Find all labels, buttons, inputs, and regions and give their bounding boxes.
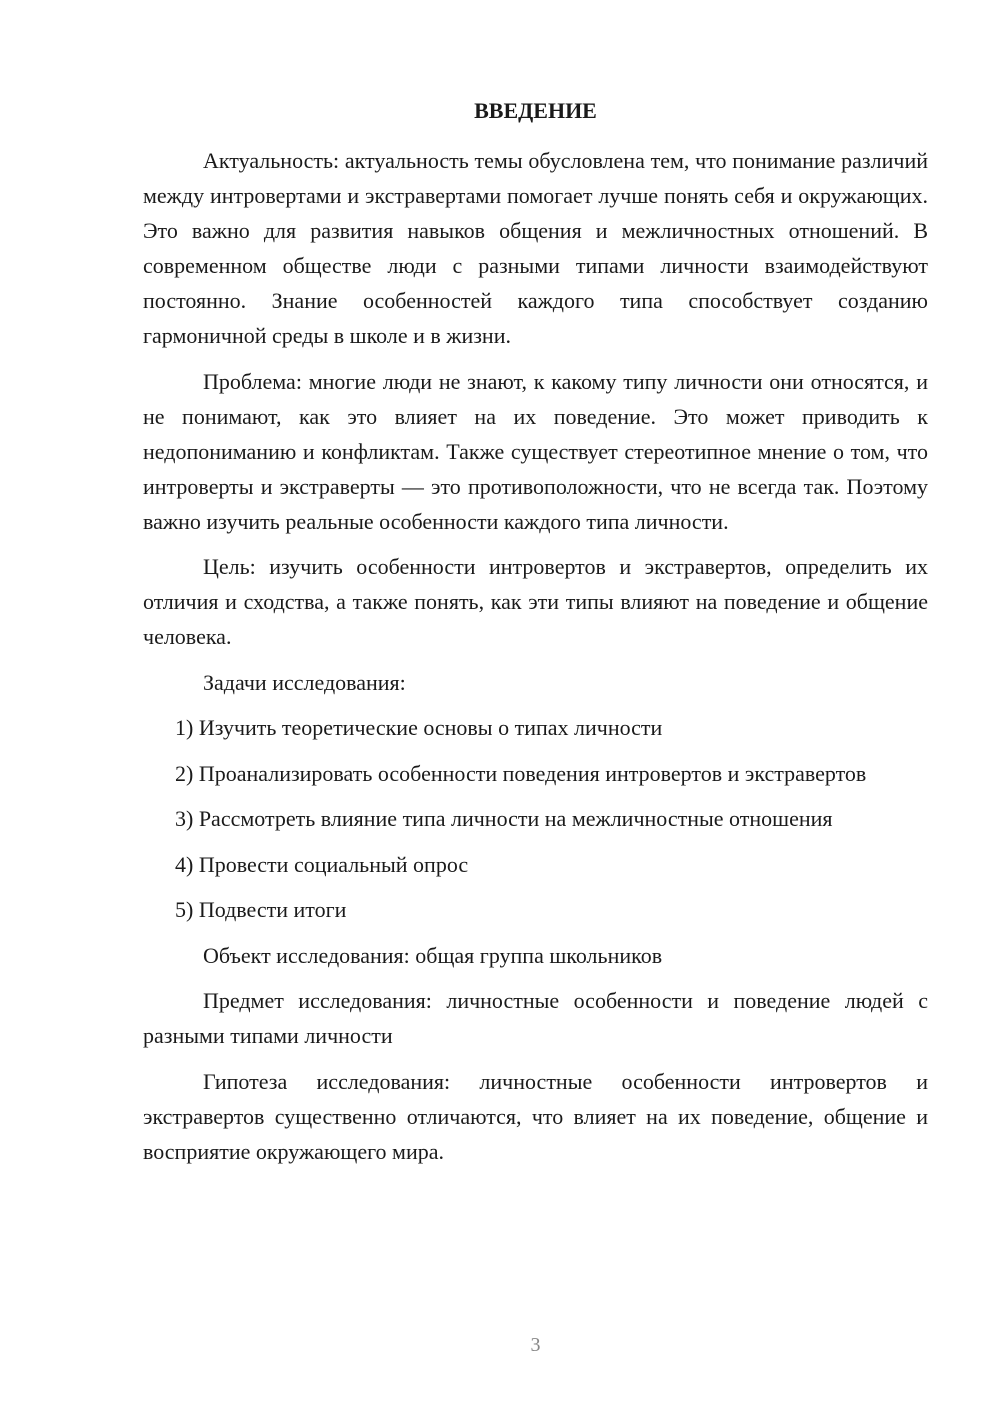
tasks-heading: Задачи исследования: [203,669,406,695]
paragraph-object: Объект исследования: общая группа школьников [203,942,663,968]
paragraph-relevance: Актуальность: актуальность темы обусловлена тем, что понимание различий между интровертами и экстравертами помогает лучше понять себя и окружающих. Это важно для развития навыков общения и межличностных отношений. В современном обществе люди с разными типами личности взаимодействуют постоянно. Знание особенностей каждого типа способствует созданию гармоничной среды в школе и в жизни. [143,148,928,348]
paragraph-hypothesis: Гипотеза исследования: личностные особенности интровертов и экстравертов существенно отличаются, что влияет на их поведение, общение и восприятие окружающего мира. [143,1068,928,1164]
paragraph-subject: Предмет исследования: личностные особенности и поведение людей с разными типами личности [143,988,928,1048]
page-number: 3 [530,1334,541,1356]
page-title: ВВЕДЕНИЕ [474,98,597,123]
task-item: 5) Подвести итоги [175,897,347,922]
task-item: 4) Провести социальный опрос [175,851,469,877]
document-page [143,0,928,1414]
paragraph-problem: Проблема: многие люди не знают, к какому типу личности они относятся, и не понимают, как это влияет на их поведение. Это может приводить к недопониманию и конфликтам. Также существует стереотипное мнение о том, что интроверты и экстраверты — это противоположности, что не всегда так. Поэтому важно изучить реальные особенности каждого типа личности. [143,368,928,534]
task-item: 3) Рассмотреть влияние типа личности на межличностные отношения [175,806,833,831]
document-body [143,143,928,1179]
paragraph-goal: Цель: изучить особенности интровертов и экстравертов, определить их отличия и сходства, а также понять, как эти типы влияют на поведение и общение человека. [143,554,928,649]
task-item: 2) Проанализировать особенности поведения интровертов и экстравертов [175,760,867,786]
task-item: 1) Изучить теоретические основы о типах личности [175,715,663,740]
